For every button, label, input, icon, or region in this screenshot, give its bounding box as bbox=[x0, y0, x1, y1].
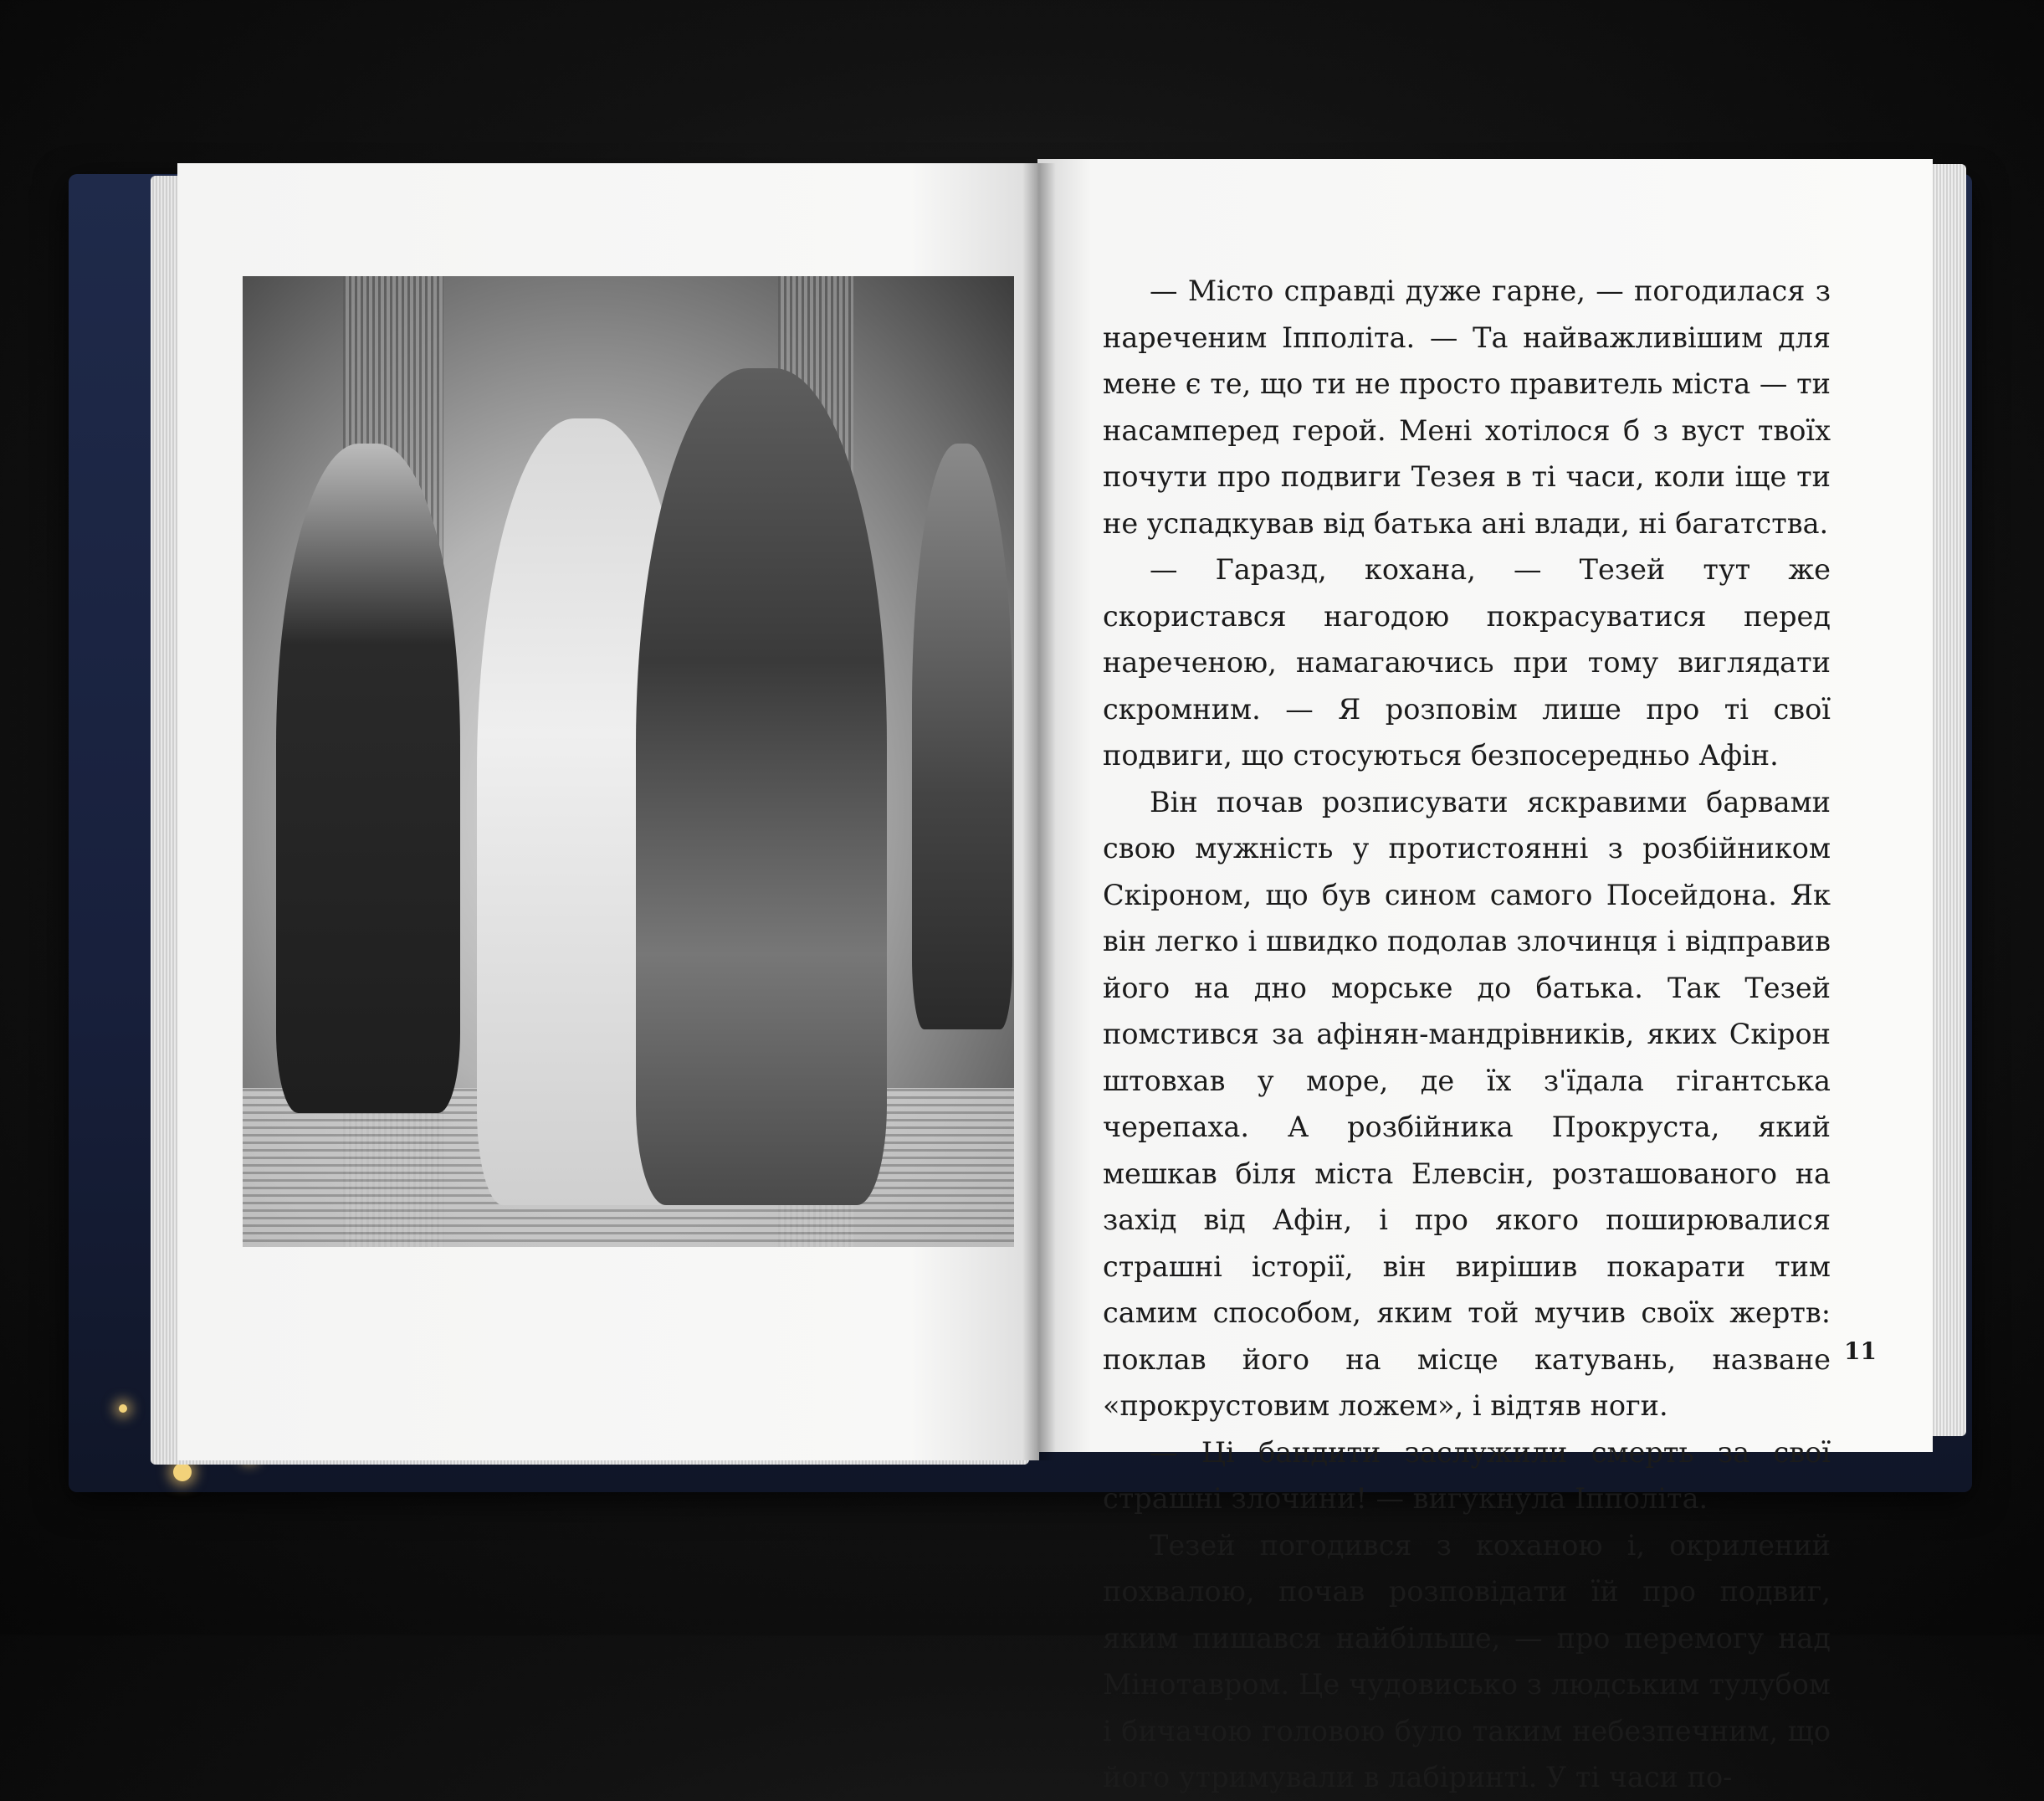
illustration-figure-elder bbox=[276, 444, 460, 1113]
cover-star-decoration bbox=[173, 1463, 192, 1481]
paragraph: Він почав розписувати яскравими барвами свою мужність у протистоянні з розбійником Скіроном, що був сином самого Посейдона. Як він легко і швидко подолав злочинця і відправив його на дно морське до батька. Так Тезей помстився за афінян-мандрівників, яких Скірон штовхав у море, де їх з'їдала гігантська черепаха. А розбійника Прокруста, який мешкав біля міста Елевсін, розташованого на захід від Афін, і про якого поширювалися страшні історії, він вирішив покарати тим самим способом, яким той мучив своїх жертв: поклав його на місце катувань, назване «прокрустовим ложем», і відтяв ноги. bbox=[1103, 785, 1831, 1422]
illustration-figure-attendant bbox=[912, 444, 1012, 1029]
paragraph: — Гаразд, кохана, — Тезей тут же скористався нагодою покрасуватися перед нареченою, намагаючись при тому виглядати скромним. — Я розповім лише про ті свої подвиги, що стосуються безпосередньо Афін. bbox=[1103, 553, 1831, 772]
cover-star-decoration bbox=[119, 1404, 127, 1413]
paragraph: — Місто справді дуже гарне, — погодилася з нареченим Іпполіта. — Та найважливішим для мене є те, що ти не просто правитель міста — ти насамперед герой. Мені хотілося б з вуст твоїх почути про подвиги Тезея в ті часи, коли іще ти не успадкував від батька ані влади, ні багатства. bbox=[1103, 275, 1831, 540]
right-page-text bbox=[1103, 268, 1831, 1801]
paragraph: — Ці бандити заслужили смерть за свої страшні злочини! — вигукнула Іпполіта. bbox=[1103, 1435, 1831, 1515]
page-number: 11 bbox=[1844, 1337, 1877, 1365]
paragraph: Тезей погодився з коханою і, окрилений похвалою, почав розповідати їй про подвиг, яким пишався найбільше, — про перемогу над Мінотавром. Це чудовисько з людським тулубом і бичачою головою було таким небезпечним, що його утримували в лабіринті. У ті часи по- bbox=[1103, 1528, 1831, 1793]
book-gutter-shadow bbox=[1022, 163, 1056, 1460]
illustration-figure-man bbox=[636, 368, 887, 1205]
engraving-illustration bbox=[243, 276, 1014, 1247]
